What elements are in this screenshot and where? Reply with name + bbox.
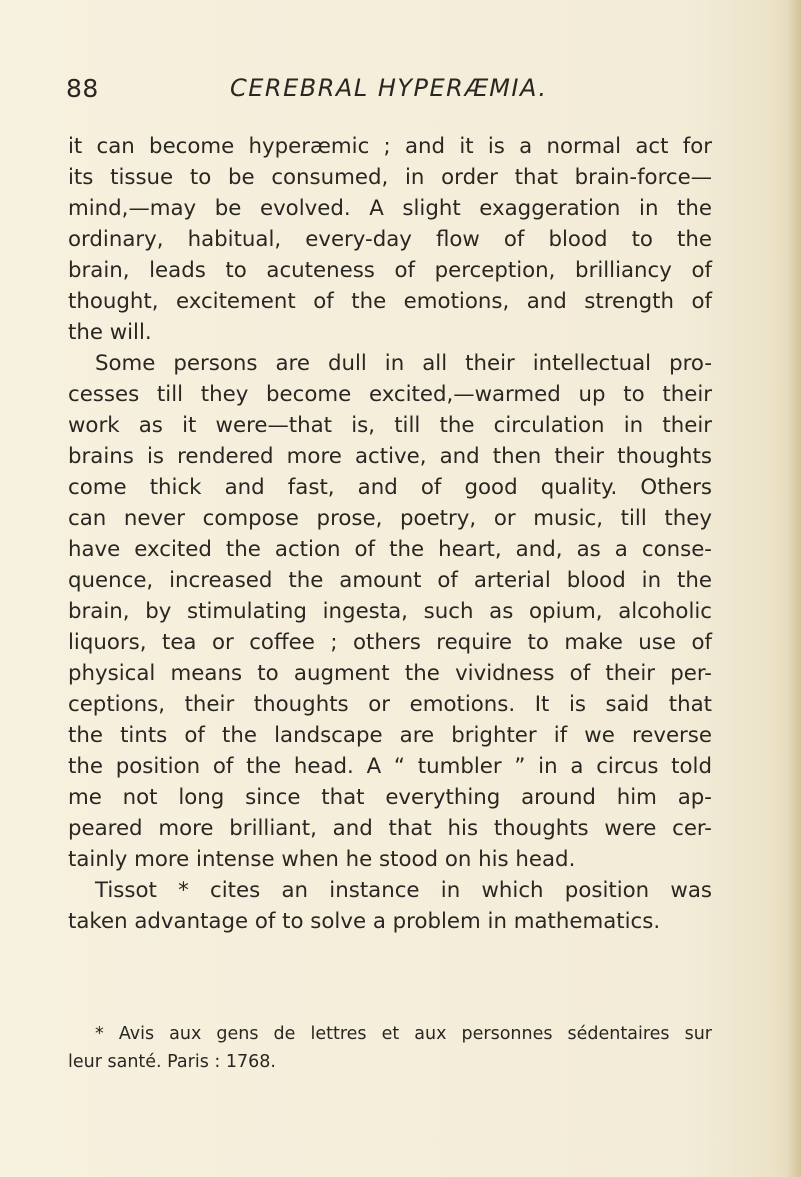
running-head: CEREBRAL HYPERÆMIA. <box>230 74 548 102</box>
text-line: quence, increased the amount of arterial blood in the <box>68 568 712 593</box>
text-line: physical means to augment the vividness of their per- <box>68 661 712 686</box>
text-line: its tissue to be consumed, in order that brain-force— <box>68 165 712 190</box>
text-line: me not long since that everything around him ap- <box>68 785 712 810</box>
page-number: 88 <box>66 74 99 103</box>
footnote-line: * Avis aux gens de lettres et aux personnes sédentaires sur <box>95 1024 712 1044</box>
text-line: thought, excitement of the emotions, and strength of <box>68 289 712 314</box>
text-line: tainly more intense when he stood on his head. <box>68 847 576 872</box>
text-line: the position of the head. A “ tumbler ” in a circus told <box>68 754 712 779</box>
text-line: brain, leads to acuteness of perception, brilliancy of <box>68 258 712 283</box>
page-edge-shadow <box>787 0 801 1177</box>
page-header <box>0 74 801 114</box>
footnote <box>68 1020 712 1076</box>
text-line: cesses till they become excited,—warmed up to their <box>68 382 712 407</box>
text-line: Some persons are dull in all their intellectual pro- <box>95 351 712 376</box>
text-line: taken advantage of to solve a problem in mathematics. <box>68 909 661 934</box>
text-line: work as it were—that is, till the circulation in their <box>68 413 712 438</box>
text-line: can never compose prose, poetry, or music, till they <box>68 506 712 531</box>
text-line: it can become hyperæmic ; and it is a normal act for <box>68 134 712 159</box>
text-line: ceptions, their thoughts or emotions. It is said that <box>68 692 712 717</box>
footnote-line: leur santé. Paris : 1768. <box>68 1052 276 1072</box>
text-line: peared more brilliant, and that his thoughts were cer- <box>68 816 712 841</box>
text-line: brains is rendered more active, and then their thoughts <box>68 444 712 469</box>
text-line: the will. <box>68 320 152 345</box>
body-text <box>68 131 712 937</box>
text-line: come thick and fast, and of good quality. Others <box>68 475 712 500</box>
text-line: liquors, tea or coffee ; others require to make use of <box>68 630 712 655</box>
text-line: Tissot * cites an instance in which position was <box>95 878 712 903</box>
text-line: brain, by stimulating ingesta, such as opium, alcoholic <box>68 599 712 624</box>
text-line: ordinary, habitual, every-day flow of blood to the <box>68 227 712 252</box>
text-line: the tints of the landscape are brighter if we reverse <box>68 723 712 748</box>
text-line: mind,—may be evolved. A slight exaggeration in the <box>68 196 712 221</box>
text-line: have excited the action of the heart, and, as a conse- <box>68 537 712 562</box>
